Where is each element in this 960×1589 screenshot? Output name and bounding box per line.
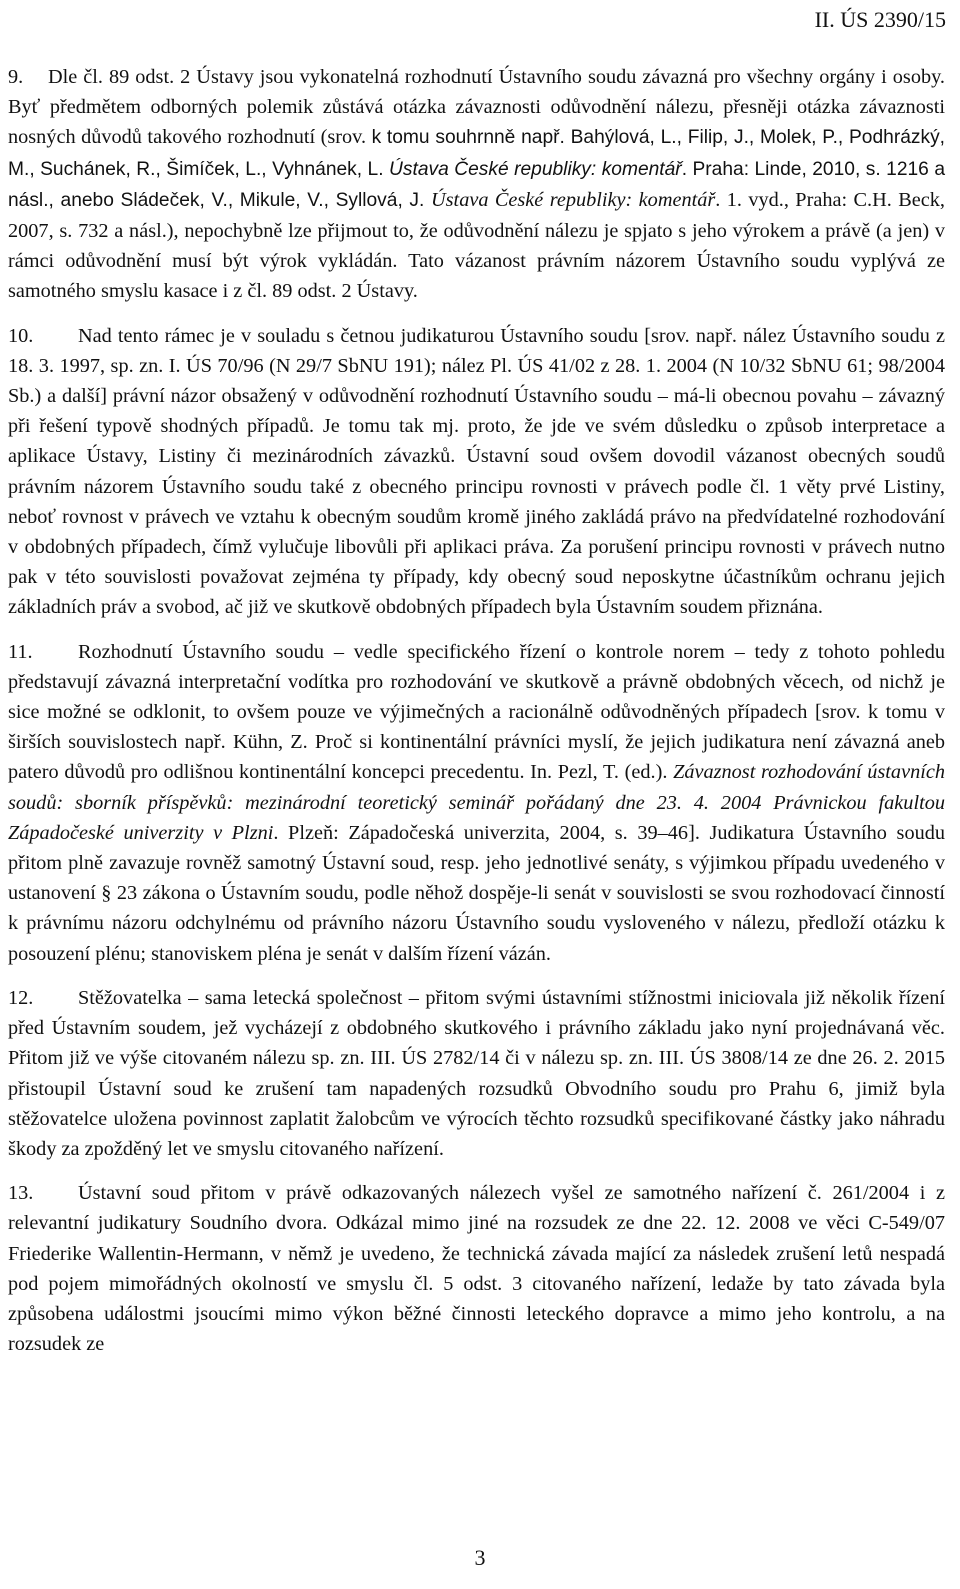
paragraph-number: 11. — [8, 640, 33, 663]
proceedings-title: Závaznost rozhodování ústavních soudů: sborník příspěvků: mezinárodní teoretický seminář pořádaný dne 23. 4. 2004 Právnickou fakultou Západočeské univerzity v Plzni — [8, 761, 945, 844]
paragraph-13 — [8, 1178, 945, 1359]
page-number: 3 — [474, 1545, 486, 1570]
paragraph-12 — [8, 983, 945, 1164]
paragraph-text: Dle čl. 89 odst. 2 Ústavy jsou vykonatelná rozhodnutí Ústavního soudu závazná pro všechny orgány i osoby. Byť předmětem odborných polemik zůstává otázka závaznosti odůvodnění nálezu, přesněji otázka závaznosti nosných důvodů takového rozhodnutí (srov. — [8, 66, 945, 149]
paragraph-text: Rozhodnutí Ústavního soudu – vedle specifického řízení o kontrole norem – tedy z tohoto pohledu představují závazná interpretační vodítka pro rozhodování ve skutkově a právně obdobných věcech, od nichž je sice možné se odklonit, to ovšem pouze ve výjimečných a racionálně odůvodněných případech [srov. k tomu v širších souvislostech např. Kühn, Z. Proč si kontinentální právníci myslí, že jejich judikatura není závazná aneb patero důvodů pro odlišnou kontinentální koncepci precedentu. In. Pezl, T. (ed.). — [8, 640, 945, 784]
paragraph-text: Stěžovatelka – sama letecká společnost – přitom svými ústavními stížnostmi iniciovala již několik řízení před Ústavním soudem, jež vycházejí z obdobného skutkového i právního základu jako nyní projednávaná věc. Přitom již ve výše citovaném nálezu sp. zn. III. ÚS 2782/14 či v nálezu sp. zn. III. ÚS 3808/14 ze dne 26. 2. 2015 přistoupil Ústavní soud ke zrušení tam napadených rozsudků Obvodního soudu pro Prahu 6, jimiž byla stěžovatelce uložena povinnost zaplatit žalobcům ve výrocích těchto rozsudků specifikované částky jako náhradu škody za zpožděný let ve smyslu citovaného nařízení. — [8, 986, 945, 1160]
case-number-header: II. ÚS 2390/15 — [814, 7, 946, 32]
paragraph-10 — [8, 321, 945, 623]
book-title: Ústava České republiky: komentář — [389, 158, 682, 180]
citation-text: k tomu souhrnně např. Bahýlová, L., Filip, J., Molek, P., Podhrázký, M., Suchánek, R., Šimíček, L., Vyhnánek, L. — [8, 127, 945, 180]
book-title: Ústava České republiky: komentář — [431, 188, 716, 211]
paragraph-text: Ústavní soud přitom v právě odkazovaných nálezech vyšel ze samotného nařízení č. 261/2004 i z relevantní judikatury Soudního dvora. Odkázal mimo jiné na rozsudek ze dne 22. 12. 2008 ve věci C-549/07 Friederike Wallentin-Hermann, v němž je uvedeno, že technická závada mající za následek zrušení letů nespadá pod pojem mimořádných okolností ve smyslu čl. 5 odst. 3 citovaného nařízení, ledaže by tato závada byla způsobena událostmi jsoucími mimo výkon běžné činnosti leteckého dopravce a mimo jeho kontrolu, a na rozsudek ze — [8, 1182, 945, 1356]
paragraph-text: Nad tento rámec je v souladu s četnou judikaturou Ústavního soudu [srov. např. nález Ústavního soudu z 18. 3. 1997, sp. zn. I. ÚS 70/96 (N 29/7 SbNU 191); nález Pl. ÚS 41/02 z 28. 1. 2004 (N 10/32 SbNU 61; 98/2004 Sb.) a další] právní názor obsažený v odůvodnění rozhodnutí Ústavního soudu – má-li obecnou povahu – závazný při řešení typově shodných případů. Je tomu tak mj. proto, že jde ve svém důsledku o způsob interpretace a aplikace Ústavy, Listiny či mezinárodních závazků. Ústavní soud ovšem dovodil vázanost obecných soudů právním názorem Ústavního soudu také z obecného principu rovnosti v právech podle čl. 1 věty prvé Listiny, neboť rovnost v právech ve vztahu k obecným soudům kromě jiného zakládá právo na předvídatelné rozhodování v obdobných případech, čímž vylučuje libovůli při aplikaci práva. Za porušení principu rovnosti v právech nutno pak v této souvislosti považovat zejména ty případy, kdy obecný soud neposkytne účastníkům ochranu jejich základních práv a svobod, ač již ve skutkově obdobných případech byla Ústavním soudem přiznána. — [8, 324, 945, 619]
citation-text: . Praha: Linde, 2010, s. 1216 a násl., anebo Sládeček, V., Mikule, V., Syllová, J. — [8, 158, 945, 211]
paragraph-number: 13. — [8, 1182, 34, 1205]
paragraph-number: 12. — [8, 986, 34, 1009]
paragraph-number: 10. — [8, 324, 34, 347]
paragraph-number: 9. — [8, 66, 24, 88]
paragraph-11 — [8, 637, 945, 969]
paragraph-text: . Plzeň: Západočeská univerzita, 2004, s. 39–46]. Judikatura Ústavního soudu přitom plně zavazuje rovněž samotný Ústavní soud, resp. jeho jednotlivé senáty, s výjimkou případu uvedeného v ustanovení § 23 zákona o Ústavním soudu, podle něhož dospěje-li senát v souvislosti se svou rozhodovací činností k právnímu názoru odchylnému od právního názoru Ústavního soudu vysloveného v nálezu, předloží otázku k posouzení plénu; stanoviskem pléna je senát v dalším řízení vázán. — [8, 821, 946, 965]
paragraph-9 — [8, 62, 945, 307]
document-body — [8, 62, 945, 1373]
paragraph-text: . 1. vyd., Praha: C.H. Beck, 2007, s. 732 a násl.), nepochybně lze přijmout to, že odůvodnění nálezu je spjato s jeho výrokem a právě (a jen) v rámci odůvodnění musí být výrok vykládán. Tato vázanost právním názorem Ústavního soudu vyplývá ze samotného smyslu kasace i z čl. 89 odst. 2 Ústavy. — [8, 188, 945, 303]
